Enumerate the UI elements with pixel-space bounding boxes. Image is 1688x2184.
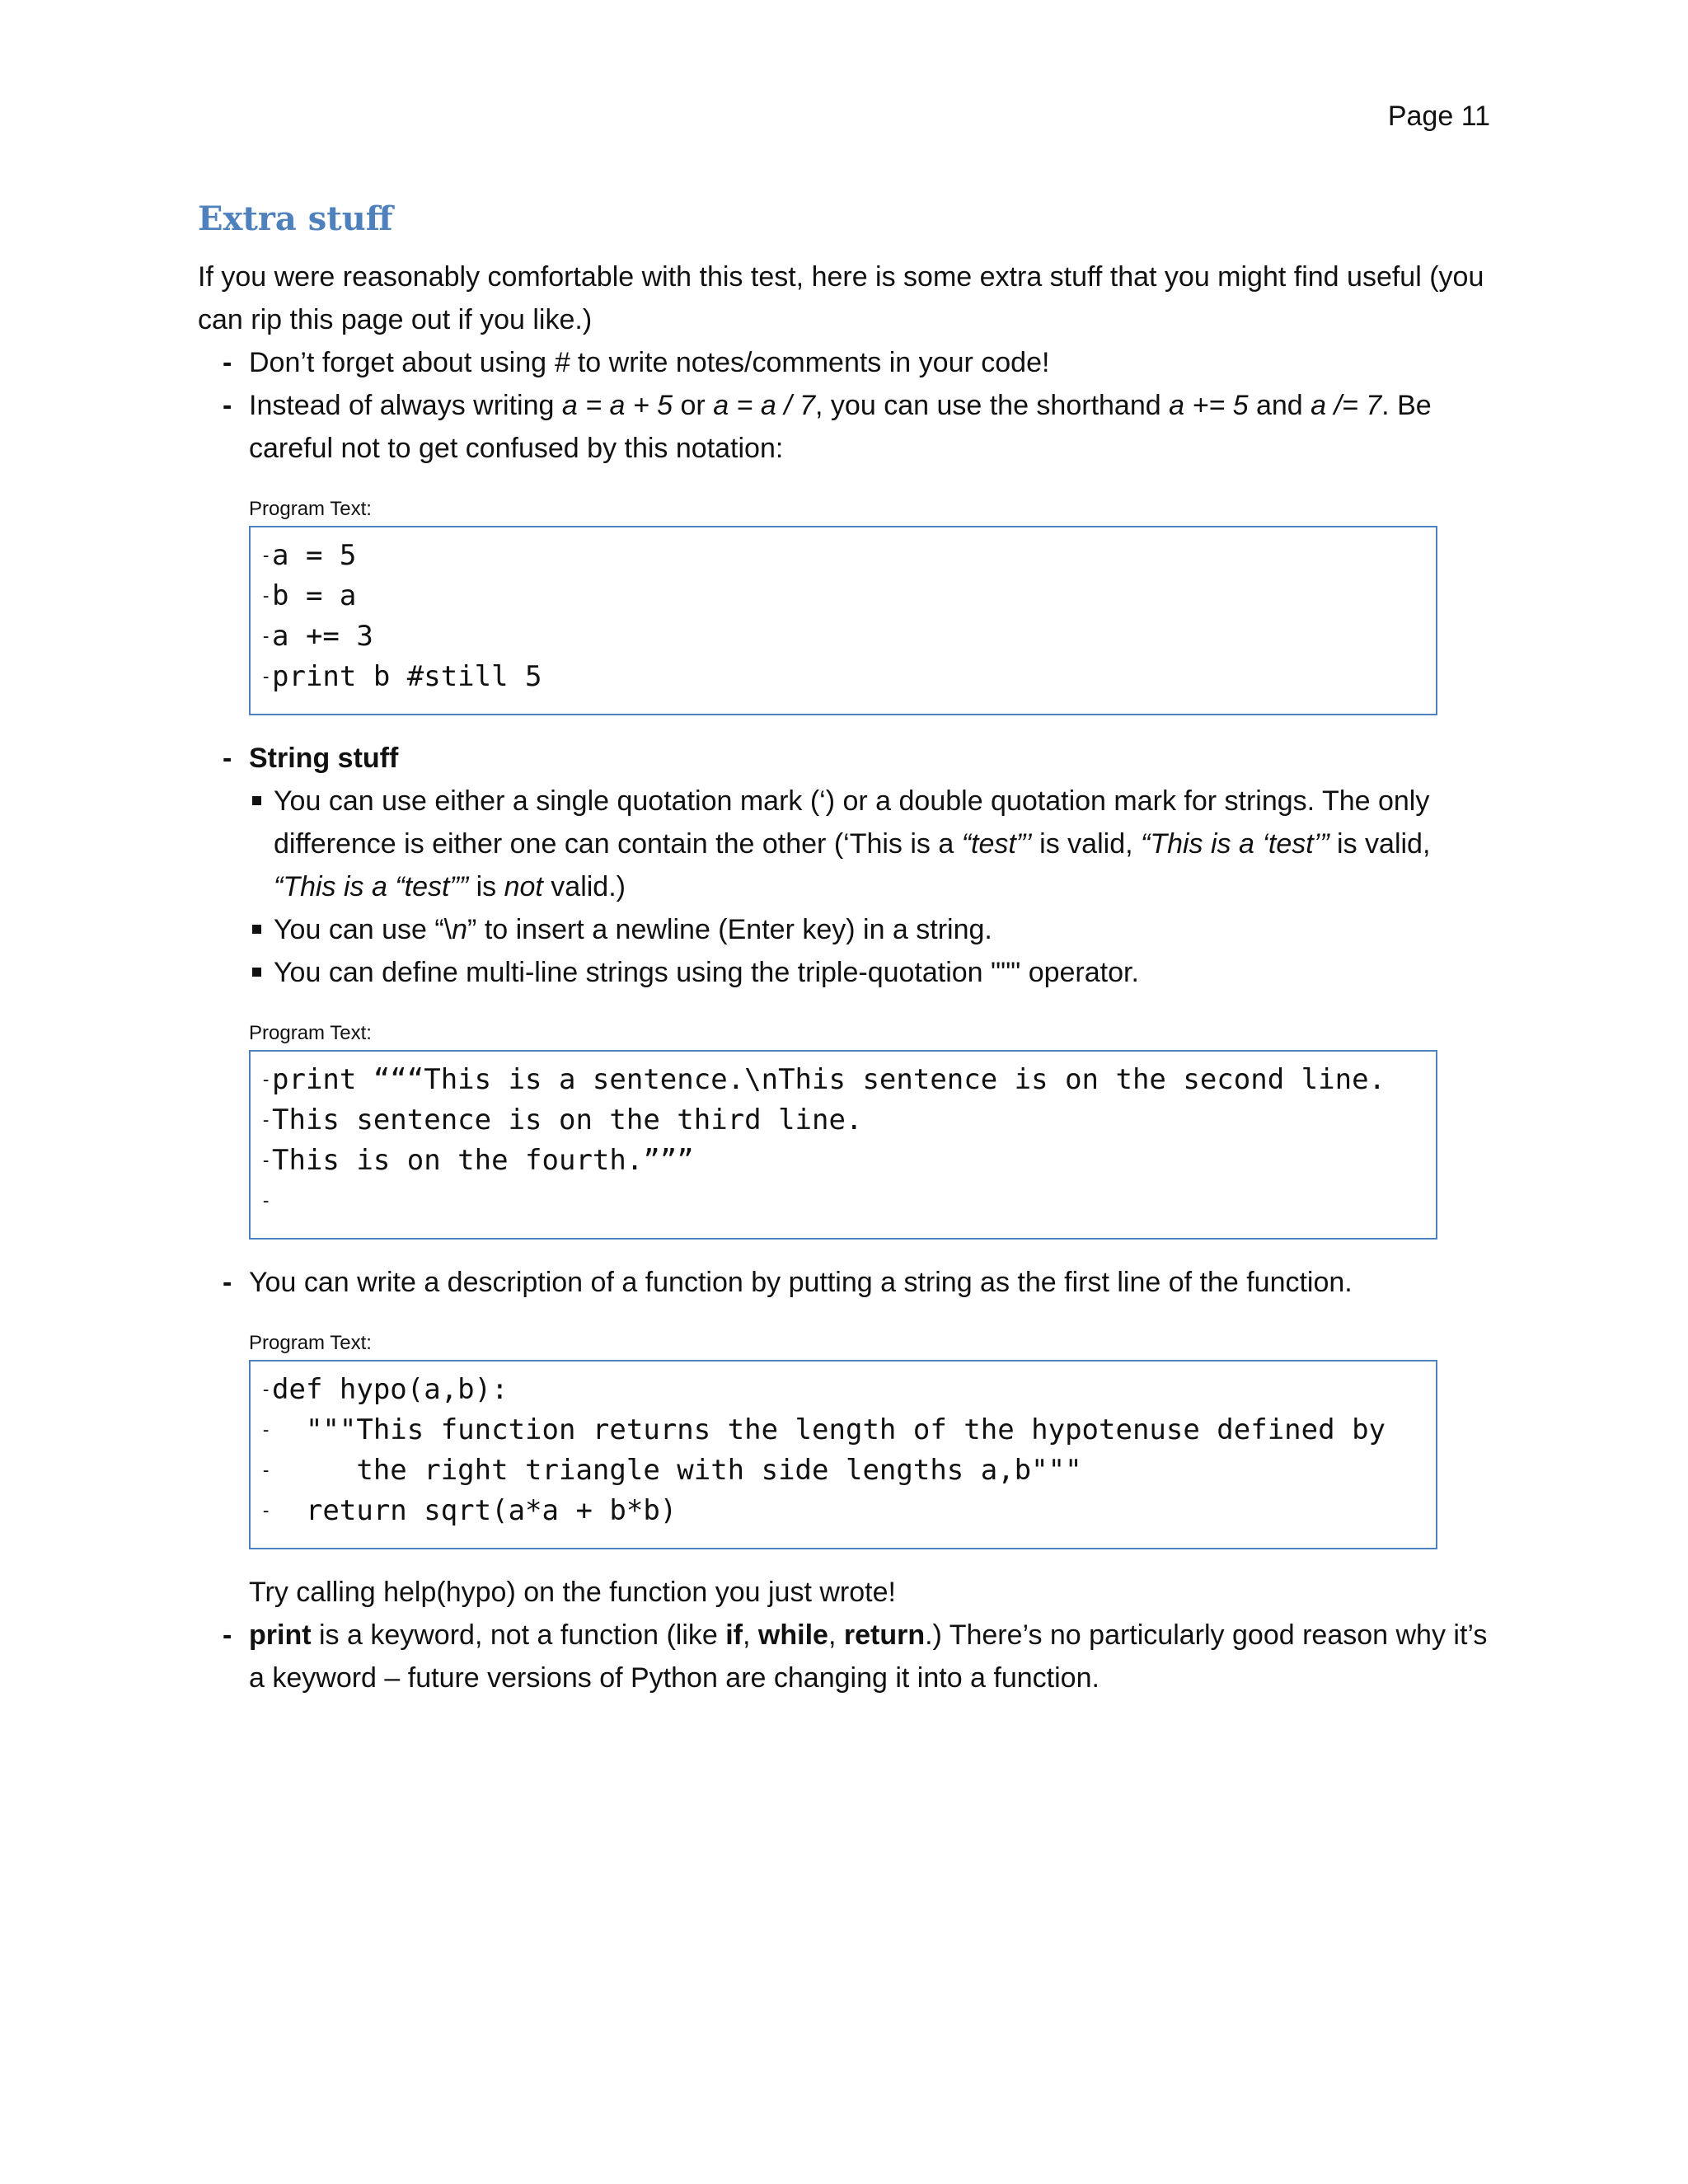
sublist-item-multiline: You can define multi-line strings using the triple-quotation """ operator. — [249, 951, 1492, 994]
code-line: - def hypo(a,b): — [260, 1370, 1426, 1410]
try-calling-note: Try calling help(hypo) on the function you just wrote! — [249, 1577, 896, 1608]
string-list — [198, 737, 1492, 994]
code-label: Program Text: — [249, 498, 372, 520]
code-block-shorthand — [249, 526, 1437, 715]
page-number: Page 11 — [1387, 101, 1490, 132]
list-item-print-keyword: - print is a keyword, not a function (like if, while, return.) There’s no particularly good reason why it’s a keyword – future versions of Python are changing it into a function. — [198, 1614, 1492, 1699]
code-block-strings — [249, 1050, 1437, 1240]
sublist-item-quotes: You can use either a single quotation mark (‘) or a double quotation mark for strings. The only difference is either one can contain the other (‘This is a “test”’ is valid, “This is a ‘test’” is valid, “This is a “test”” is not valid.) — [249, 780, 1492, 908]
code-block-function — [249, 1360, 1437, 1549]
code-line: - return sqrt(a*a + b*b) — [260, 1491, 1426, 1531]
code-line: - the right triangle with side lengths a,b""" — [260, 1451, 1426, 1491]
code-line: - print “““This is a sentence.\nThis sentence is on the second line. — [260, 1060, 1426, 1100]
code-label: Program Text: — [249, 1332, 372, 1354]
code-line: - """This function returns the length of the hypotenuse defined by — [260, 1410, 1426, 1451]
code-line: - print b #still 5 — [260, 657, 1426, 697]
code-line: - This sentence is on the third line. — [260, 1100, 1426, 1141]
code-label: Program Text: — [249, 1022, 372, 1044]
code-line: - This is on the fourth.””” — [260, 1141, 1426, 1181]
string-sublist — [249, 780, 1492, 994]
sublist-item-newline: You can use “\n” to insert a newline (Enter key) in a string. — [249, 908, 1492, 951]
document-body — [198, 196, 1492, 1699]
code-line: - b = a — [260, 576, 1426, 616]
code-line: - a = 5 — [260, 536, 1426, 576]
list-item-docstring: - You can write a description of a function by putting a string as the first line of the function. — [198, 1261, 1492, 1304]
print-list — [198, 1614, 1492, 1699]
intro-paragraph: If you were reasonably comfortable with this test, here is some extra stuff that you might find useful (you can rip this page out if you like.) — [198, 261, 1484, 335]
list-item-comments: - Don’t forget about using # to write notes/comments in your code! — [198, 341, 1492, 384]
code-line — [260, 1181, 1426, 1221]
main-list — [198, 341, 1492, 470]
docstring-list — [198, 1261, 1492, 1304]
code-line: - a += 3 — [260, 616, 1426, 657]
section-heading: Extra stuff — [198, 199, 393, 238]
string-stuff-title: String stuff — [249, 743, 399, 774]
list-item-string-stuff — [198, 737, 1492, 994]
list-item-shorthand: - Instead of always writing a = a + 5 or a = a / 7, you can use the shorthand a += 5 and a /= 7. Be careful not to get confused by this notation: — [198, 384, 1492, 470]
